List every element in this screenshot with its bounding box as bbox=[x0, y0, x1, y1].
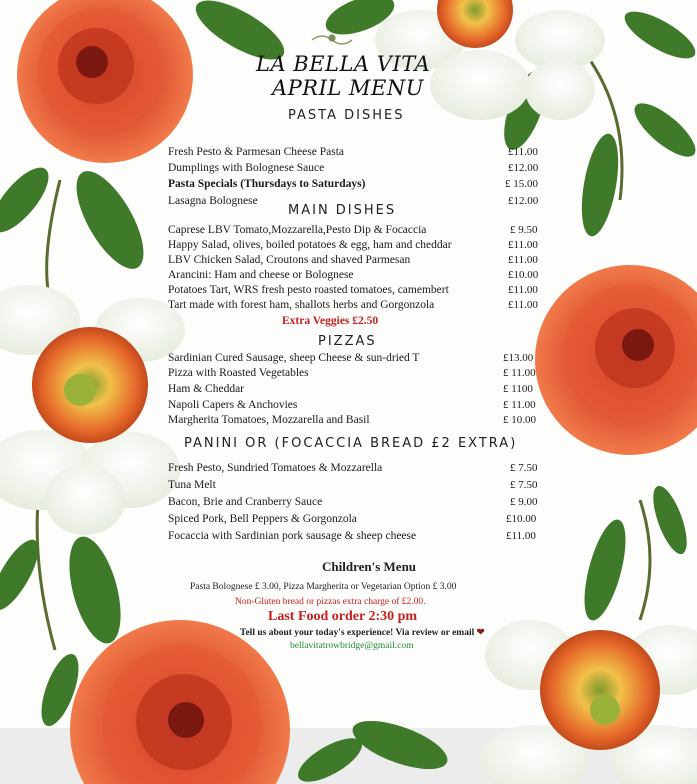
menu-item-name: Ham & Cheddar bbox=[168, 383, 245, 395]
menu-item-price: £ 10.00 bbox=[503, 414, 536, 426]
extra-veggies-note: Extra Veggies £2.50 bbox=[282, 315, 379, 327]
section-heading-main: MAIN DISHES bbox=[288, 203, 397, 218]
menu-item-price: £11.00 bbox=[508, 284, 538, 296]
menu-item-name: Tuna Melt bbox=[168, 479, 216, 491]
menu-item-price: £13.00 bbox=[503, 352, 534, 364]
menu-item-name: Margherita Tomatoes, Mozzarella and Basil bbox=[168, 414, 370, 426]
menu-item-price: £12.00 bbox=[508, 162, 539, 174]
menu-item-name: Fresh Pesto, Sundried Tomatoes & Mozzarella bbox=[168, 462, 383, 474]
menu-item-price: £11.00 bbox=[508, 254, 538, 266]
menu-item-name: Bacon, Brie and Cranberry Sauce bbox=[168, 496, 323, 508]
leaf bbox=[575, 131, 625, 239]
leaf bbox=[646, 482, 693, 558]
menu-item-name: Spiced Pork, Bell Peppers & Gorgonzola bbox=[168, 513, 357, 525]
daffodil-bottom-right bbox=[480, 620, 697, 784]
menu-item-price: £11.00 bbox=[508, 299, 538, 311]
menu-item-price: £ 9.50 bbox=[510, 224, 538, 236]
leaf bbox=[618, 3, 697, 67]
menu-item-name: Pizza with Roasted Vegetables bbox=[168, 367, 309, 379]
menu-item-name: Lasagna Bolognese bbox=[168, 195, 258, 207]
rose-right bbox=[535, 265, 697, 455]
menu-item-price: £10.00 bbox=[506, 513, 537, 525]
menu-item-price: £ 11.00 bbox=[503, 399, 536, 411]
rose-top-left bbox=[17, 0, 193, 163]
menu-item-price: £10.00 bbox=[508, 269, 539, 281]
menu-item-name: Potatoes Tart, WRS fresh pesto roasted tomatoes, camembert bbox=[168, 284, 449, 296]
leaf bbox=[60, 531, 131, 649]
menu-item-name: Arancini: Ham and cheese or Bolognese bbox=[168, 269, 354, 281]
children-menu-line: Pasta Bolognese £ 3.00, Pizza Margherita or Vegetarian Option £ 3.00 bbox=[190, 582, 457, 592]
menu-item-name: Pasta Specials (Thursdays to Saturdays) bbox=[168, 178, 366, 190]
last-order-note: Last Food order 2:30 pm bbox=[268, 609, 418, 624]
leaf bbox=[576, 516, 634, 625]
menu-item-name: Fresh Pesto & Parmesan Cheese Pasta bbox=[168, 146, 344, 158]
menu-item-price: £ 15.00 bbox=[505, 178, 538, 190]
leaf bbox=[627, 95, 697, 165]
menu-item-price: £ 11.00 bbox=[503, 367, 536, 379]
section-heading-pasta: PASTA DISHES bbox=[288, 108, 405, 123]
menu-item-price: £11.00 bbox=[508, 146, 538, 158]
rose-bottom bbox=[70, 620, 290, 784]
menu-title: LA BELLA VITA bbox=[256, 52, 431, 76]
section-heading-pizzas: PIZZAS bbox=[318, 334, 377, 349]
feedback-note bbox=[240, 627, 485, 638]
menu-item-name: Happy Salad, olives, boiled potatoes & egg, ham and cheddar bbox=[168, 239, 452, 251]
menu-item-name: Caprese LBV Tomato,Mozzarella,Pesto Dip & Focaccia bbox=[168, 224, 427, 236]
menu-item-name: Tart made with forest ham, shallots herbs and Gorgonzola bbox=[168, 299, 435, 311]
leaf bbox=[347, 711, 453, 779]
children-menu-heading: Children's Menu bbox=[322, 559, 417, 574]
menu-item-name: Dumplings with Bolognese Sauce bbox=[168, 162, 325, 174]
menu-item-name: Napoli Capers & Anchovies bbox=[168, 399, 298, 411]
menu-item-price: £11.00 bbox=[506, 530, 536, 542]
heart-icon: ❤ bbox=[476, 628, 485, 638]
menu-item-price: £ 7.50 bbox=[510, 479, 538, 491]
menu-item-name: Sardinian Cured Sausage, sheep Cheese & sun-dried T bbox=[168, 352, 420, 364]
menu-item-name: Focaccia with Sardinian pork sausage & sheep cheese bbox=[168, 530, 417, 542]
menu-item-price: £12.00 bbox=[508, 195, 539, 207]
leaf bbox=[63, 161, 156, 278]
title-ornament bbox=[312, 35, 352, 44]
menu-item-price: £ 7.50 bbox=[510, 462, 538, 474]
menu-item-price: £ 9.00 bbox=[510, 496, 538, 508]
section-heading-panini: PANINI OR (FOCACCIA BREAD £2 EXTRA) bbox=[184, 436, 518, 451]
daffodil-left bbox=[0, 285, 185, 535]
menu-item-name: LBV Chicken Salad, Croutons and shaved Parmesan bbox=[168, 254, 411, 266]
email-link[interactable]: bellavitatrowbridge@gmail.com bbox=[290, 641, 414, 651]
gluten-note: Non-Gluten bread or pizzas extra charge of £2.00. bbox=[235, 597, 426, 607]
menu-item-price: £11.00 bbox=[508, 239, 538, 251]
menu-item-price: £ 1100 bbox=[503, 383, 533, 395]
feedback-text: Tell us about your today's experience! Via review or email bbox=[240, 628, 475, 638]
menu-subtitle: APRIL MENU bbox=[272, 76, 424, 100]
